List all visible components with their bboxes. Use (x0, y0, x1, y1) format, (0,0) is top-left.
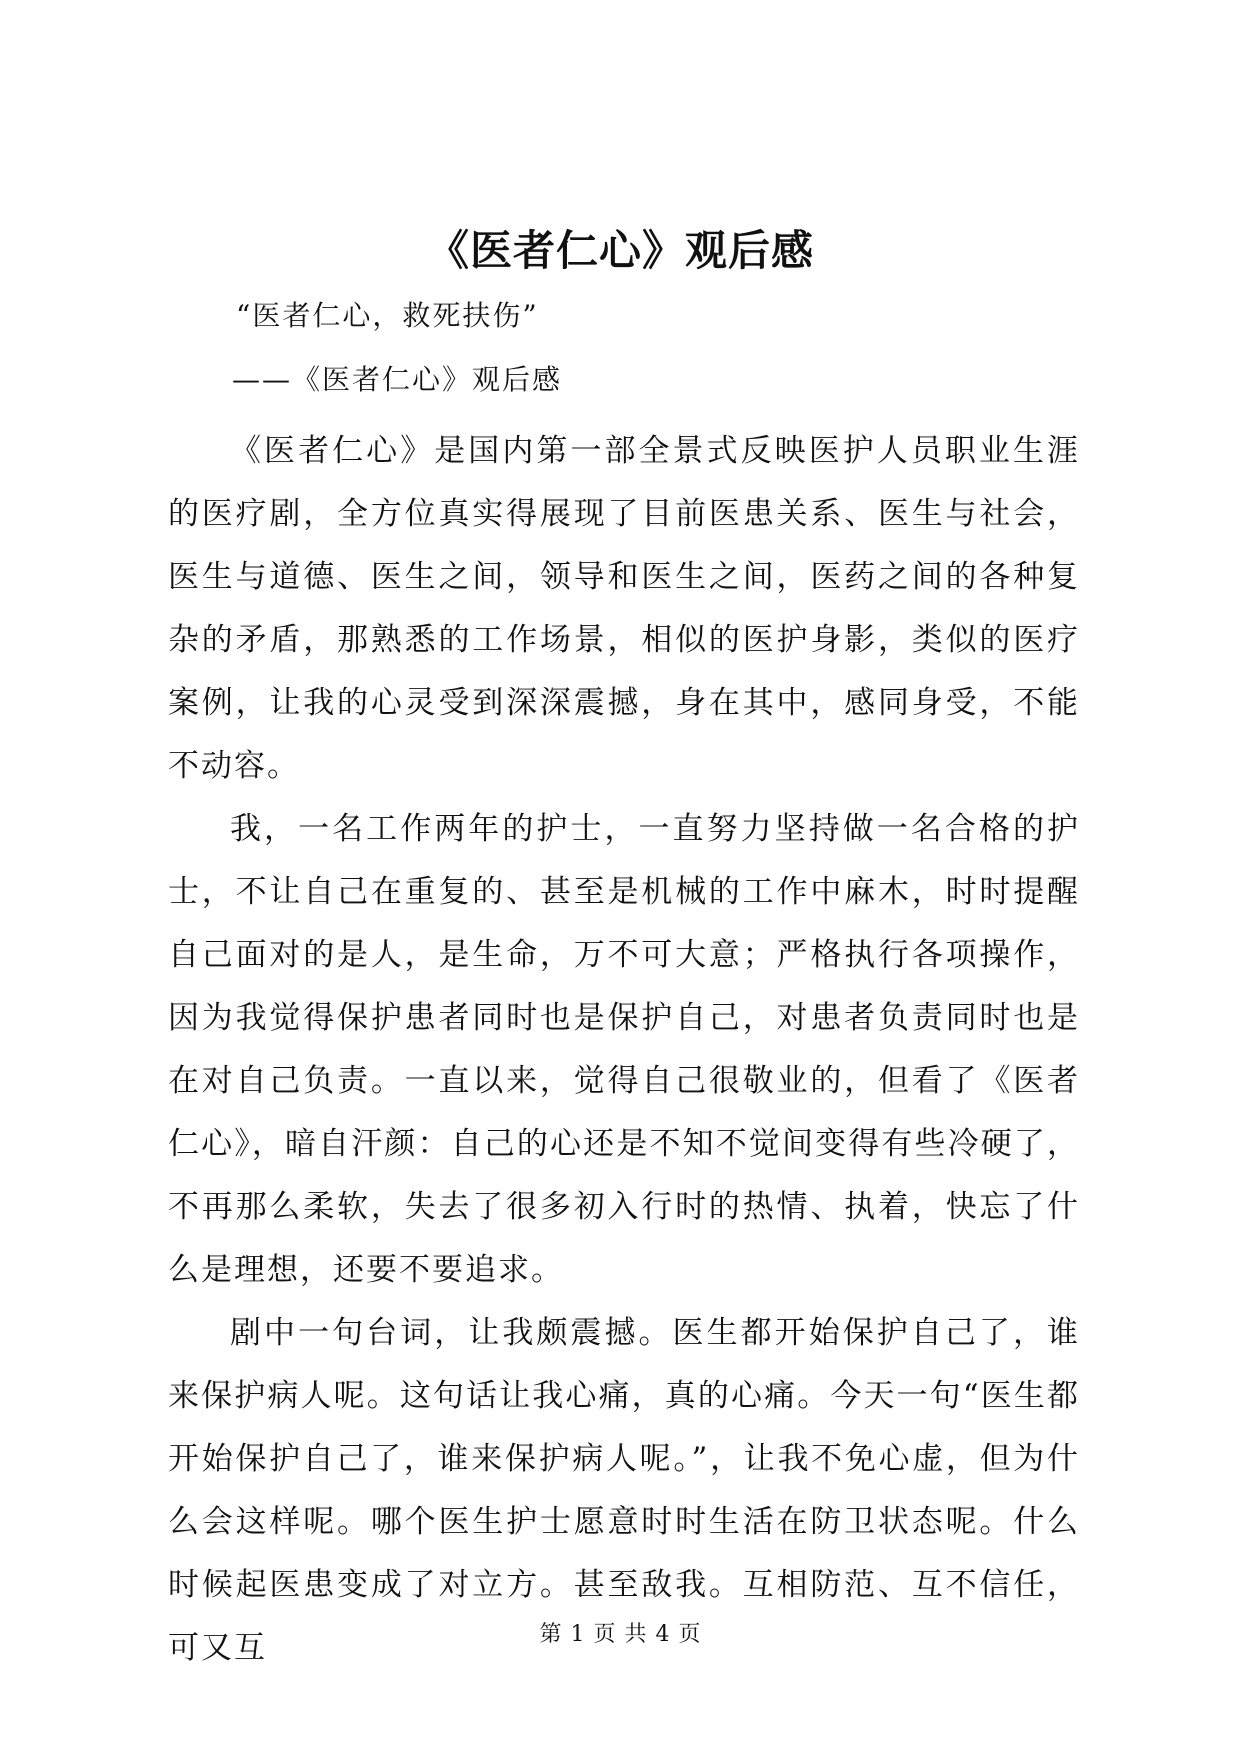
subtitle-source: ——《医者仁心》观后感 (232, 363, 563, 396)
subtitle-quote: “医者仁心，救死扶伤” (236, 299, 539, 332)
paragraph-3: 剧中一句台词，让我颇震撼。医生都开始保护自己了，谁来保护病人呢。这句话让我心痛，真的心痛。今天一句“医生都开始保护自己了，谁来保护病人呢。”，让我不免心虚，但为什么会这样呢。哪个医生护士愿意时时生活在防卫状态呢。什么时候起医患变成了对立方。甚至敌我。互相防范、互不信任，可又互 (168, 1315, 1080, 1666)
paragraph-1: 《医者仁心》是国内第一部全景式反映医护人员职业生涯的医疗剧，全方位真实得展现了目前医患关系、医生与社会，医生与道德、医生之间，领导和医生之间，医药之间的各种复杂的矛盾，那熟悉的工作场景，相似的医护身影，类似的医疗案例，让我的心灵受到深深震撼，身在其中，感同身受，不能不动容。 (168, 433, 1080, 784)
document-title: 《医者仁心》观后感 (426, 226, 814, 275)
paragraph-2: 我，一名工作两年的护士，一直努力坚持做一名合格的护士，不让自己在重复的、甚至是机械的工作中麻木，时时提醒自己面对的是人，是生命，万不可大意；严格执行各项操作，因为我觉得保护患者同时也是保护自己，对患者负责同时也是在对自己负责。一直以来，觉得自己很敬业的，但看了《医者仁心》，暗自汗颜：自己的心还是不知不觉间变得有些冷硬了，不再那么柔软，失去了很多初入行时的热情、执着，快忘了什么是理想，还要不要追求。 (168, 811, 1080, 1288)
document-body (168, 420, 1080, 1680)
page-footer: 第 1 页 共 4 页 (539, 1622, 702, 1647)
